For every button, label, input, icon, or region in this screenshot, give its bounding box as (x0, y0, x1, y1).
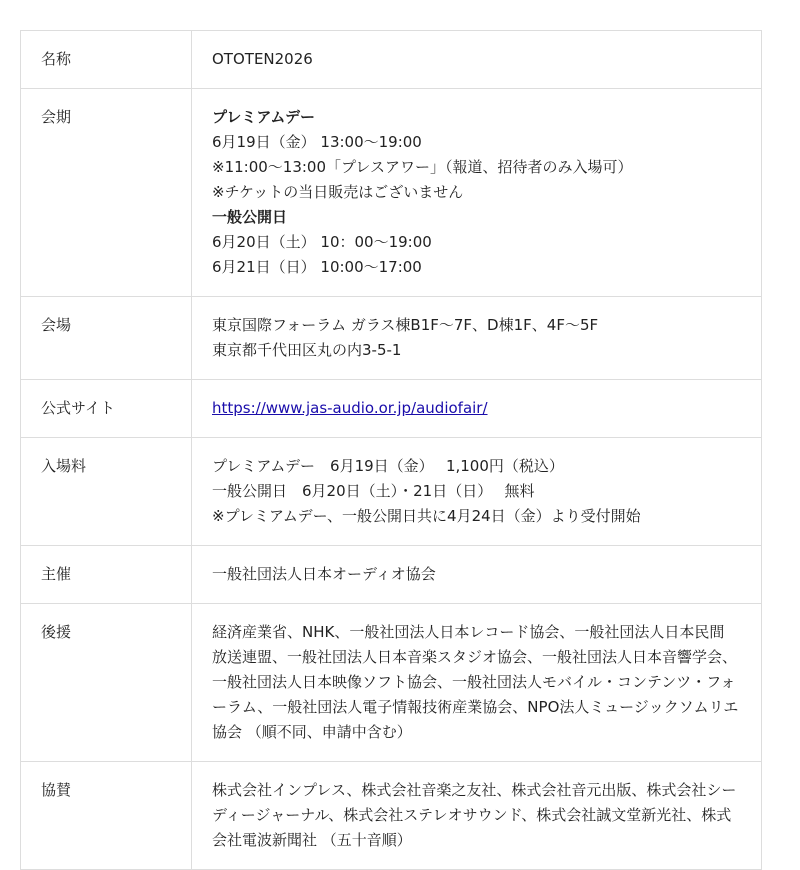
support-list: 経済産業省、NHK、一般社団法人日本レコード協会、一般社団法人日本民間放送連盟、一般社団法人日本音楽スタジオ協会、一般社団法人日本音響学会、一般社団法人日本映像ソフト協会、一般社団法人モバイル・コンテンツ・フォーラム、一般社団法人電子情報技術産業協会、NPO法人ミュージックソムリエ協会 （順不同、申請中含む） (212, 623, 739, 741)
table-row-website (21, 380, 762, 438)
row-label-organizer: 主催 (21, 546, 192, 604)
row-value-sponsors (192, 762, 762, 870)
admission-note: ※プレミアムデー、一般公開日共に4月24日（金）より受付開始 (212, 507, 641, 525)
row-label-venue: 会場 (21, 297, 192, 380)
event-name: OTOTEN2026 (212, 50, 313, 68)
official-site-link[interactable]: https://www.jas-audio.or.jp/audiofair/ (212, 399, 488, 417)
table-row-venue (21, 297, 762, 380)
row-label-website: 公式サイト (21, 380, 192, 438)
organizer-name: 一般社団法人日本オーディオ協会 (212, 565, 436, 583)
venue-name: 東京国際フォーラム ガラス棟B1F～7F、D棟1F、4F～5F (212, 316, 599, 334)
admission-premium: プレミアムデー 6月19日（金） 1,100円（税込） (212, 457, 564, 475)
sponsor-list: 株式会社インプレス、株式会社音楽之友社、株式会社音元出版、株式会社シーディージャーナル、株式会社ステレオサウンド、株式会社誠文堂新光社、株式会社電波新聞社 （五十音順） (212, 781, 737, 849)
row-value-name (192, 31, 762, 89)
event-info-table (20, 30, 762, 870)
row-value-organizer (192, 546, 762, 604)
public-day-date-1: 6月20日（土） 10：00～19:00 (212, 233, 432, 251)
table-row-period (21, 89, 762, 297)
premium-day-heading: プレミアムデー (212, 108, 316, 126)
premium-day-date: 6月19日（金） 13:00～19:00 (212, 133, 422, 151)
public-day-heading: 一般公開日 (212, 208, 288, 226)
row-value-venue (192, 297, 762, 380)
admission-public: 一般公開日 6月20日（土）・21日（日） 無料 (212, 482, 535, 500)
row-label-support: 後援 (21, 604, 192, 762)
venue-address: 東京都千代田区丸の内3-5-1 (212, 341, 402, 359)
row-value-admission (192, 438, 762, 546)
ticket-note: ※チケットの当日販売はございません (212, 183, 464, 201)
row-value-support (192, 604, 762, 762)
row-value-period (192, 89, 762, 297)
table-row-admission (21, 438, 762, 546)
row-value-website (192, 380, 762, 438)
row-label-admission: 入場料 (21, 438, 192, 546)
row-label-name: 名称 (21, 31, 192, 89)
row-label-sponsors: 協賛 (21, 762, 192, 870)
table-row-support (21, 604, 762, 762)
table-row-sponsors (21, 762, 762, 870)
press-hour-note: ※11:00～13:00「プレスアワー」（報道、招待者のみ入場可） (212, 158, 633, 176)
public-day-date-2: 6月21日（日） 10:00～17:00 (212, 258, 422, 276)
table-row-organizer (21, 546, 762, 604)
table-row-name (21, 31, 762, 89)
row-label-period: 会期 (21, 89, 192, 297)
